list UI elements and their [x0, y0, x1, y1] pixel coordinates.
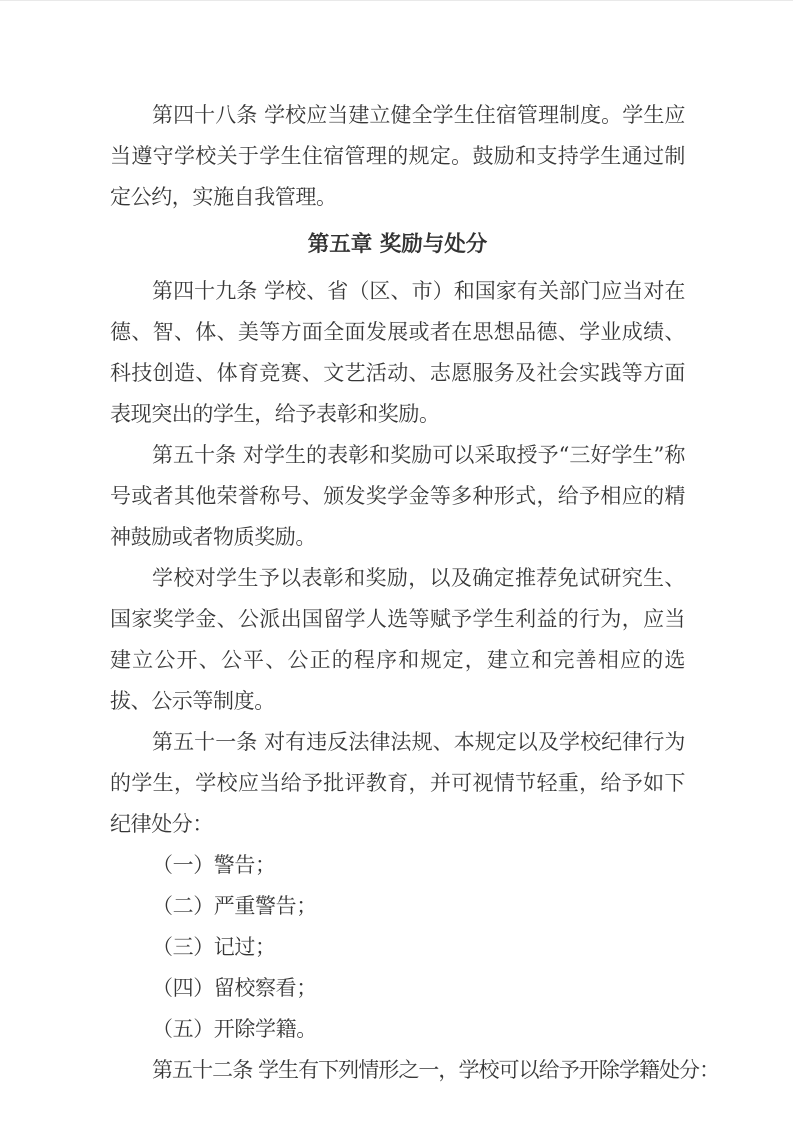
paragraph-article-49: 第四十九条 学校、省（区、市）和国家有关部门应当对在德、智、体、美等方面全面发展或者在思想品德、学业成绩、科技创造、体育竞赛、文艺活动、志愿服务及社会实践等方面表现突出的学生，给予表彰和奖励。: [110, 279, 685, 426]
chapter-heading: 第五章 奖励与处分: [307, 232, 488, 257]
paragraph-article-50-continued: 学校对学生予以表彰和奖励，以及确定推荐免试研究生、国家奖学金、公派出国留学人选等赋予学生利益的行为，应当建立公开、公平、公正的程序和规定，建立和完善相应的选拔、公示等制度。: [110, 566, 685, 713]
paragraph-article-52: 第五十二条 学生有下列情形之一，学校可以给予开除学籍处分：: [152, 1058, 720, 1082]
paragraph-article-48: 第四十八条 学校应当建立健全学生住宿管理制度。学生应当遵守学校关于学生住宿管理的规定。鼓励和支持学生通过制定公约，实施自我管理。: [110, 103, 685, 209]
discipline-item-5: （五）开除学籍。: [152, 1017, 317, 1041]
discipline-item-2: （二）严重警告；: [152, 894, 317, 918]
paragraph-article-50: 第五十条 对学生的表彰和奖励可以采取授予“三好学生”称号或者其他荣誉称号、颁发奖学金等多种形式，给予相应的精神鼓励或者物质奖励。: [110, 443, 685, 549]
discipline-item-4: （四）留校察看；: [152, 976, 317, 1000]
discipline-item-3: （三）记过；: [152, 935, 276, 959]
discipline-item-1: （一）警告；: [152, 853, 276, 877]
paragraph-article-51: 第五十一条 对有违反法律法规、本规定以及学校纪律行为的学生，学校应当给予批评教育，并可视情节轻重，给予如下纪律处分：: [110, 730, 685, 836]
